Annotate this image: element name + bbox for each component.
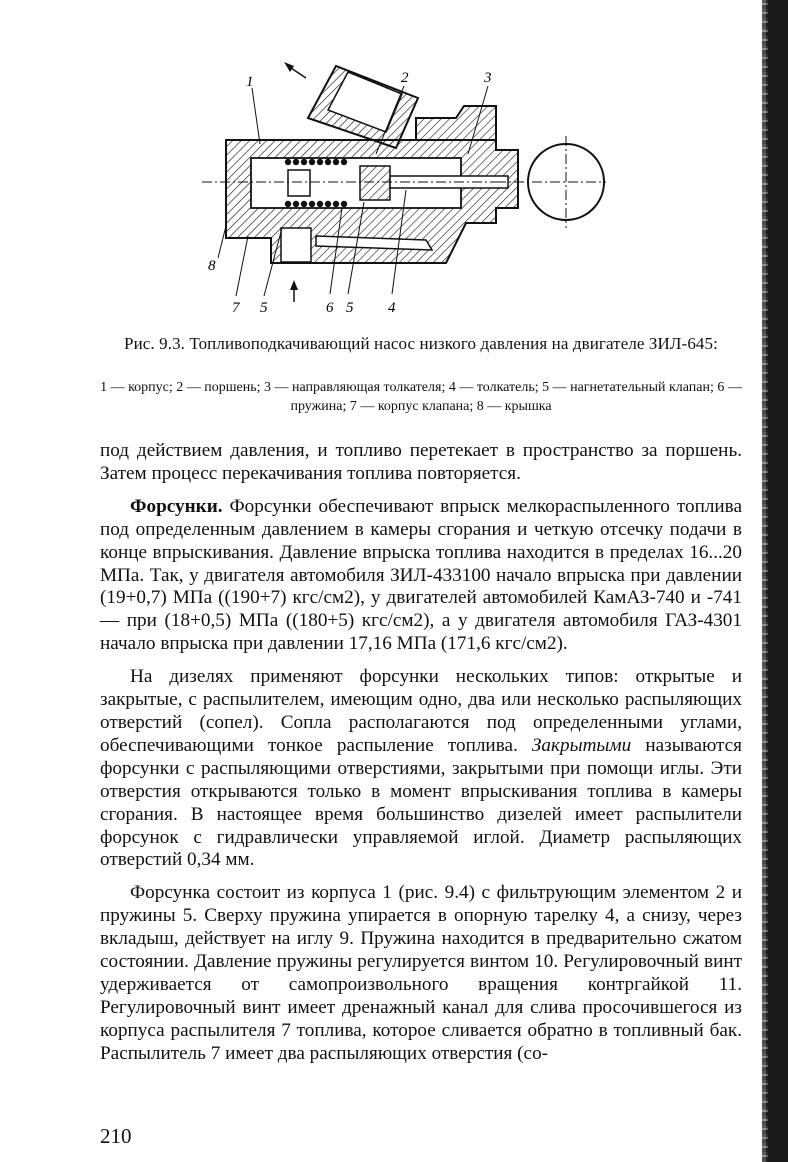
- callout-2: 2: [401, 70, 409, 86]
- paragraph-injector-types-b: называются форсунки с распыляющими отверстиями, закрытыми при помощи иглы. Эти отверстия открываются только в момент впрыскивания топлива в камеры сгорания. В настоящее время большинство дизелей имеет распылители форсунок с гидравлически управляемой иглой. Диаметр распыляющих отверстий 0,34 мм.: [100, 734, 742, 871]
- pump-drawing: [196, 58, 606, 320]
- callout-7: 7: [232, 300, 240, 316]
- callout-4: 4: [388, 300, 396, 316]
- callout-3: 3: [484, 70, 492, 86]
- scan-edge-shadow: [766, 0, 788, 1162]
- paragraph-injectors: [100, 496, 742, 656]
- figure-caption-title: Рис. 9.3. Топливоподкачивающий насос низкого давления на двигателе ЗИЛ-645:: [124, 334, 718, 353]
- callout-8: 8: [208, 258, 216, 274]
- paragraph-injector-types-a: На дизелях применяют форсунки нескольких типов: открытые и закрытые, с распылителем, имеющим одно, два или несколько распыляющих отверстий (сопел). Сопла располагаются под определенными углами, обеспечивающими тонкое распыление топлива.: [100, 666, 742, 756]
- figure-caption-legend: 1 — корпус; 2 — поршень; 3 — направляющая толкателя; 4 — толкатель; 5 — нагнетательный клапан; 6 — пружина; 7 — корпус клапана; 8 — крышка: [100, 380, 742, 414]
- paragraph-continuation: под действием давления, и топливо перетекает в пространство за поршень. Затем процесс перекачивания топлива повторяется.: [100, 440, 742, 484]
- callout-1: 1: [246, 74, 254, 90]
- paragraph-injectors-text: Форсунки обеспечивают впрыск мелкораспыленного топлива под определенным давлением в камеры сгорания и четкую отсечку подачи в конце впрыскивания. Давление впрыска топлива находится в пределах 16...20 МПа. Так, у двигателя автомобиля ЗИЛ-433100 начало впрыска при давлении (19+0,7) МПа ((190+7) кгс/см2), у двигателей автомобилей КамАЗ-740 и -741 — при (18+0,5) МПа ((180+5) кгс/см2), а у двигателя автомобиля ГАЗ-4301 начало впрыска при давлении 17,16 МПа (171,6 кгс/см2).: [100, 495, 742, 655]
- callout-6: 6: [326, 300, 334, 316]
- page-number: 210: [100, 1124, 132, 1148]
- paragraph-injector-construction: Форсунка состоит из корпуса 1 (рис. 9.4) с фильтрующим элементом 2 и пружины 5. Сверху пружина упирается в опорную тарелку 4, а снизу, через вкладыш, действует на иглу 9. Пружина находится в предварительно сжатом состоянии. Давление пружины регулируется винтом 10. Регулировочный винт удерживается от самопроизвольного вращения контргайкой 11. Регулировочный винт имеет дренажный канал для слива просочившегося из корпуса распылителя 7 топлива, которое сливается обратно в топливный бак. Распылитель 7 имеет два распыляющих отверстия (со-: [100, 882, 742, 1064]
- paragraph-injector-types: [100, 666, 742, 872]
- body-text: [100, 440, 742, 1066]
- pump-section-diagram: [196, 58, 606, 320]
- section-heading-injectors: Форсунки.: [130, 495, 223, 517]
- callout-5: 5: [260, 300, 268, 316]
- callout-5b: 5: [346, 300, 354, 316]
- term-closed: Закрытыми: [531, 734, 632, 756]
